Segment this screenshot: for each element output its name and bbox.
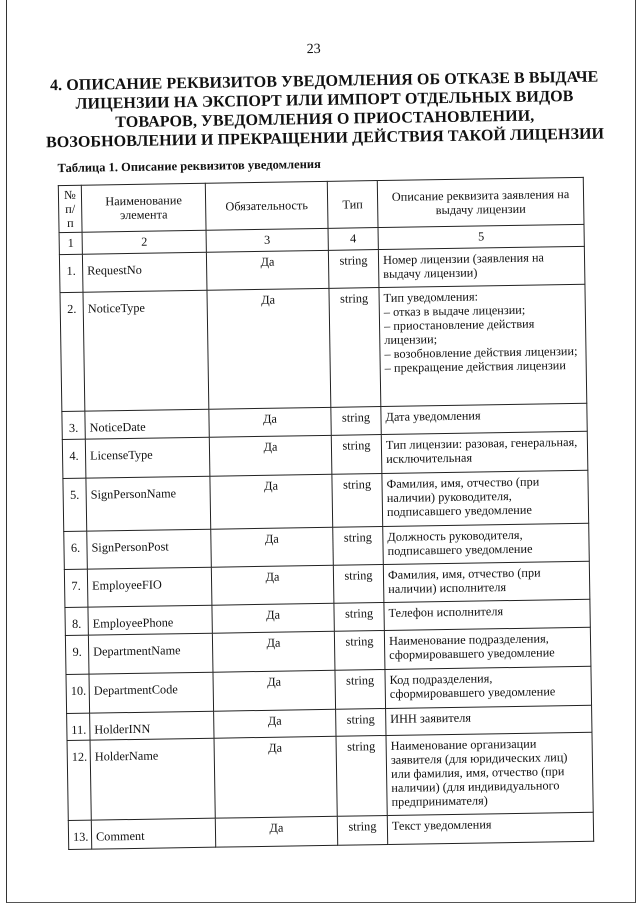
element-name: DepartmentCode <box>89 672 214 713</box>
element-name: HolderINN <box>90 711 214 740</box>
description: Тип уведомления: – отказ в выдаче лицензии; – приостановление действия лицензии; – возобновление действия лицензии; – прекращение действия лицензии <box>379 284 587 406</box>
row-number: 11. <box>67 713 90 740</box>
required-value: Да <box>215 816 337 847</box>
type-value: string <box>335 670 386 710</box>
column-number: 3 <box>206 228 328 252</box>
element-name: SignPersonPost <box>87 529 212 569</box>
required-value: Да <box>213 670 336 711</box>
type-value: string <box>336 735 387 816</box>
description: Код подразделения, сформировавшего уведомление <box>385 666 592 708</box>
element-name: Comment <box>91 818 215 849</box>
type-value: string <box>334 603 384 632</box>
row-number: 2. <box>60 292 85 411</box>
description: Номер лицензии (заявления на выдачу лицензии) <box>378 246 585 287</box>
row-number: 7. <box>64 569 88 607</box>
type-value: string <box>336 709 386 737</box>
table-row <box>63 470 589 531</box>
description: Наименование организации заявителя (для юридических лиц) или фамилия, имя, отчество (при наличии) (для индивидуального предпринимателя) <box>386 732 593 815</box>
type-value: string <box>334 631 385 671</box>
required-value: Да <box>209 407 331 437</box>
required-value: Да <box>214 736 337 818</box>
element-name: HolderName <box>90 738 215 820</box>
type-value: string <box>329 288 381 408</box>
description: Фамилия, имя, отчество (при наличии) руководителя, подписавшего уведомление <box>382 470 589 526</box>
header-description: Описание реквизита заявления на выдачу лицензии <box>377 177 584 227</box>
column-number: 1 <box>59 232 82 254</box>
description: Телефон исполнителя <box>384 599 590 630</box>
element-name: RequestNo <box>82 252 207 292</box>
row-number: 12. <box>67 740 91 820</box>
type-value: string <box>328 250 379 289</box>
row-number: 4. <box>62 439 86 478</box>
required-value: Да <box>210 474 333 529</box>
row-number: 10. <box>66 674 90 713</box>
header-required: Обязательность <box>205 181 328 230</box>
column-number: 5 <box>378 224 584 249</box>
section-title: 4. ОПИСАНИЕ РЕКВИЗИТОВ УВЕДОМЛЕНИЯ ОБ ОТКАЗЕ В ВЫДАЧЕ ЛИЦЕНЗИИ НА ЭКСПОРТ ИЛИ ИМПОРТ ОТДЕЛЬНЫХ ВИДОВ ТОВАРОВ, УВЕДОМЛЕНИЯ О ПРИОСТАНОВЛЕНИИ, ВОЗОБНОВЛЕНИИ И ПРЕКРАЩЕНИИ ДЕЙСТВИЯ ТАКОЙ ЛИЦЕНЗИИ <box>45 68 605 152</box>
row-number: 13. <box>68 820 91 849</box>
element-name: SignPersonName <box>86 476 211 531</box>
description: Текст уведомления <box>387 812 593 844</box>
element-name: EmployeeFIO <box>87 567 212 607</box>
header-type: Тип <box>327 181 378 229</box>
required-value: Да <box>207 288 331 409</box>
row-number: 9. <box>65 635 89 674</box>
description: Фамилия, имя, отчество (при наличии) исполнителя <box>383 561 590 602</box>
type-value: string <box>333 565 384 604</box>
description: Должность руководителя, подписавшего уведомление <box>383 523 590 564</box>
row-number: 5. <box>63 478 87 531</box>
description: ИНН заявителя <box>386 705 592 735</box>
table-row <box>67 732 593 820</box>
required-value: Да <box>209 435 332 476</box>
type-value: string <box>331 435 382 475</box>
type-value: string <box>337 815 387 845</box>
row-number: 8. <box>65 607 88 635</box>
row-number: 1. <box>59 254 83 292</box>
header-number: № п/п <box>58 185 82 232</box>
requisites-table <box>58 177 594 850</box>
required-value: Да <box>212 603 334 633</box>
required-value: Да <box>211 565 334 605</box>
element-name: LicenseType <box>85 437 210 478</box>
description: Наименование подразделения, сформировавшего уведомление <box>384 627 591 669</box>
required-value: Да <box>212 631 335 672</box>
header-element-name: Наименование элемента <box>81 183 206 232</box>
element-name: NoticeDate <box>85 409 209 439</box>
table-caption: Таблица 1. Описание реквизитов уведомления <box>57 156 321 176</box>
required-value: Да <box>214 709 336 738</box>
row-number: 3. <box>62 411 85 439</box>
type-value: string <box>333 527 384 566</box>
column-number: 2 <box>82 230 206 254</box>
column-number: 4 <box>328 228 378 251</box>
table-body <box>59 246 593 849</box>
description: Тип лицензии: разовая, генеральная, исключительная <box>381 431 588 473</box>
element-name: EmployeePhone <box>88 605 212 635</box>
type-value: string <box>331 407 381 436</box>
required-value: Да <box>211 527 334 567</box>
row-number: 6. <box>64 531 88 569</box>
element-name: DepartmentName <box>88 633 213 674</box>
element-name: NoticeType <box>83 290 209 411</box>
table-row <box>60 284 587 411</box>
table-header-row <box>58 177 584 232</box>
description: Дата уведомления <box>381 403 587 434</box>
type-value: string <box>332 474 383 528</box>
page-number: 23 <box>306 41 321 58</box>
required-value: Да <box>206 250 329 290</box>
